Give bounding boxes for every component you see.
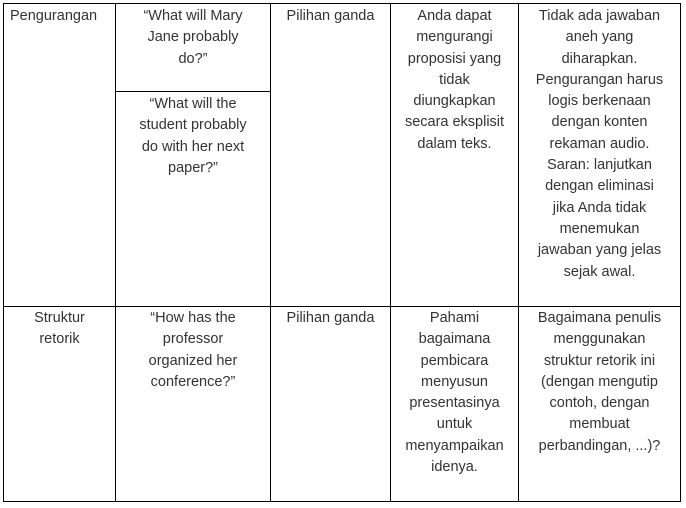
example-question-cell: “What will the student probably do with her next paper?”	[139, 96, 247, 176]
explanation-cell: Pahami bagaimana pembicara menyusun presentasinya untuk menyampaikan idenya.	[405, 310, 504, 476]
column-divider-1	[115, 3, 116, 502]
question-format-cell: Pilihan ganda	[286, 8, 375, 24]
row-label-cell: Struktur retorik	[34, 310, 85, 348]
table-border-right	[680, 3, 681, 502]
table-border-left	[3, 3, 4, 502]
question-subrow-divider	[115, 91, 271, 92]
notes-cell: Bagaimana penulis menggunakan struktur retorik ini (dengan mengutip contoh, dengan membuat perbandingan, ...)?	[537, 310, 662, 454]
table-border-top	[3, 3, 681, 4]
notes-cell: Tidak ada jawaban aneh yang diharapkan. Pengurangan harus logis berkenaan dengan konten rekaman audio. Saran: lanjutkan dengan eliminasi jika Anda tidak menemukan jawaban yang jelas sejak awal.	[535, 8, 664, 280]
table-border-bottom	[3, 501, 681, 502]
row-divider	[3, 306, 681, 307]
column-divider-2	[270, 3, 271, 502]
example-question-cell: “How has the professor organized her conference?”	[148, 310, 238, 390]
question-format-cell: Pilihan ganda	[286, 310, 375, 326]
row-label-cell: Pengurangan	[10, 8, 98, 24]
example-question-cell: “What will Mary Jane probably do?”	[143, 8, 243, 67]
explanation-cell: Anda dapat mengurangi proposisi yang tidak diungkapkan secara eksplisit dalam teks.	[404, 8, 505, 152]
